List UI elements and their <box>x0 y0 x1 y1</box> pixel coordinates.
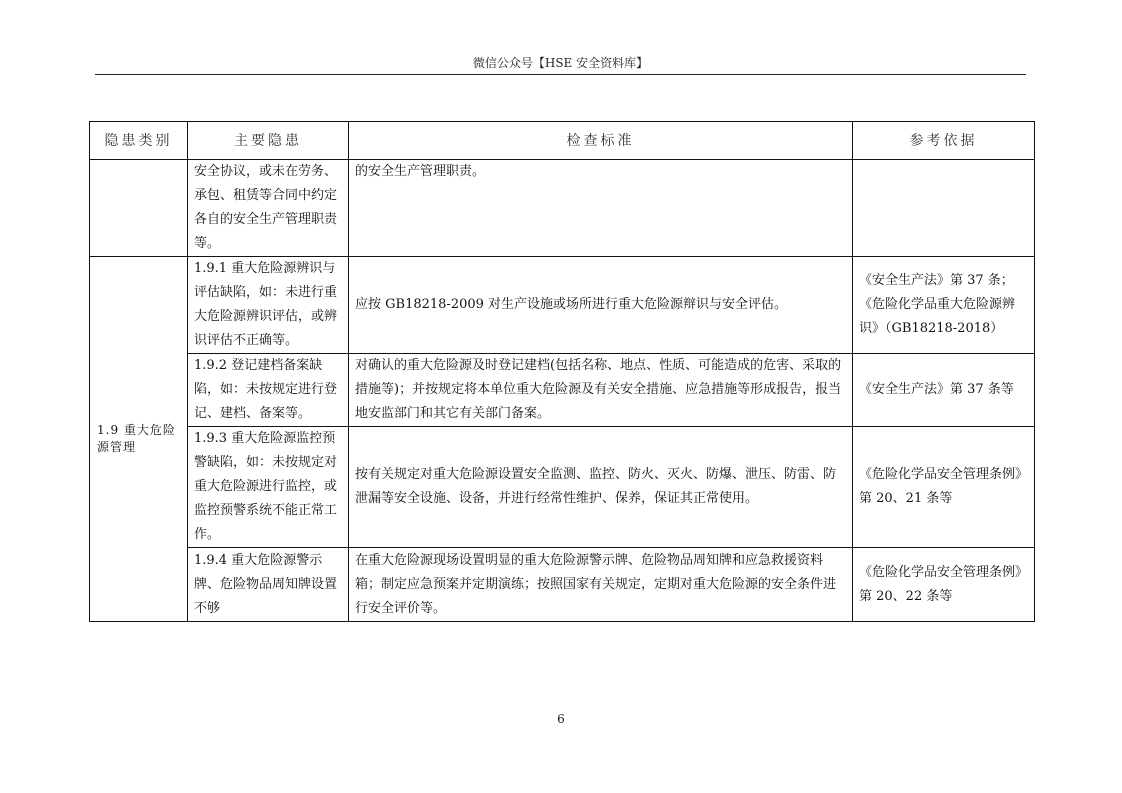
hazard-cell: 1.9.1 重大危险源辨识与评估缺陷，如：未进行重大危险源辨识评估，或辨识评估不正确等。 <box>188 257 349 354</box>
hazard-cell: 1.9.4 重大危险源警示牌、危险物品周知牌设置不够 <box>188 548 349 622</box>
reference-cell: 《危险化学品安全管理条例》第 20、21 条等 <box>853 427 1035 548</box>
standard-cell: 在重大危险源现场设置明显的重大危险源警示牌、危险物品周知牌和应急救援资料箱；制定应急预案并定期演练；按照国家有关规定，定期对重大危险源的安全条件进行安全评价等。 <box>349 548 853 622</box>
standard-cell: 应按 GB18218-2009 对生产设施或场所进行重大危险源辩识与安全评估。 <box>349 257 853 354</box>
table-row <box>90 354 1035 427</box>
hazard-table <box>89 121 1035 622</box>
standard-cell: 对确认的重大危险源及时登记建档(包括名称、地点、性质、可能造成的危害、采取的措施等)；并按规定将本单位重大危险源及有关安全措施、应急措施等形成报告，报当地安监部门和其它有关部门备案。 <box>349 354 853 427</box>
column-header-category: 隐患类别 <box>90 122 188 160</box>
standard-cell: 按有关规定对重大危险源设置安全监测、监控、防火、灭火、防爆、泄压、防雷、防泄漏等安全设施、设备，并进行经常性维护、保养，保证其正常使用。 <box>349 427 853 548</box>
table-header-row <box>90 122 1035 160</box>
hazard-cell: 安全协议，或未在劳务、承包、租赁等合同中约定各自的安全生产管理职责等。 <box>188 160 349 257</box>
table-row <box>90 548 1035 622</box>
hazard-cell: 1.9.3 重大危险源监控预警缺陷，如：未按规定对重大危险源进行监控，或监控预警系统不能正常工作。 <box>188 427 349 548</box>
table-row <box>90 427 1035 548</box>
page-header: 微信公众号【HSE 安全资料库】 <box>95 55 1026 75</box>
column-header-reference: 参考依据 <box>853 122 1035 160</box>
hazard-cell: 1.9.2 登记建档备案缺陷，如：未按规定进行登记、建档、备案等。 <box>188 354 349 427</box>
reference-cell <box>853 160 1035 257</box>
reference-cell: 《安全生产法》第 37 条；《危险化学品重大危险源辨识》（GB18218-2018） <box>853 257 1035 354</box>
reference-cell: 《危险化学品安全管理条例》第 20、22 条等 <box>853 548 1035 622</box>
column-header-hazard: 主要隐患 <box>188 122 349 160</box>
standard-cell: 的安全生产管理职责。 <box>349 160 853 257</box>
category-cell <box>90 160 188 257</box>
table-row <box>90 160 1035 257</box>
page-number: 6 <box>557 712 565 726</box>
column-header-standard: 检查标准 <box>349 122 853 160</box>
reference-cell: 《安全生产法》第 37 条等 <box>853 354 1035 427</box>
table-row <box>90 257 1035 354</box>
category-cell: 1.9 重大危险源管理 <box>90 257 188 622</box>
